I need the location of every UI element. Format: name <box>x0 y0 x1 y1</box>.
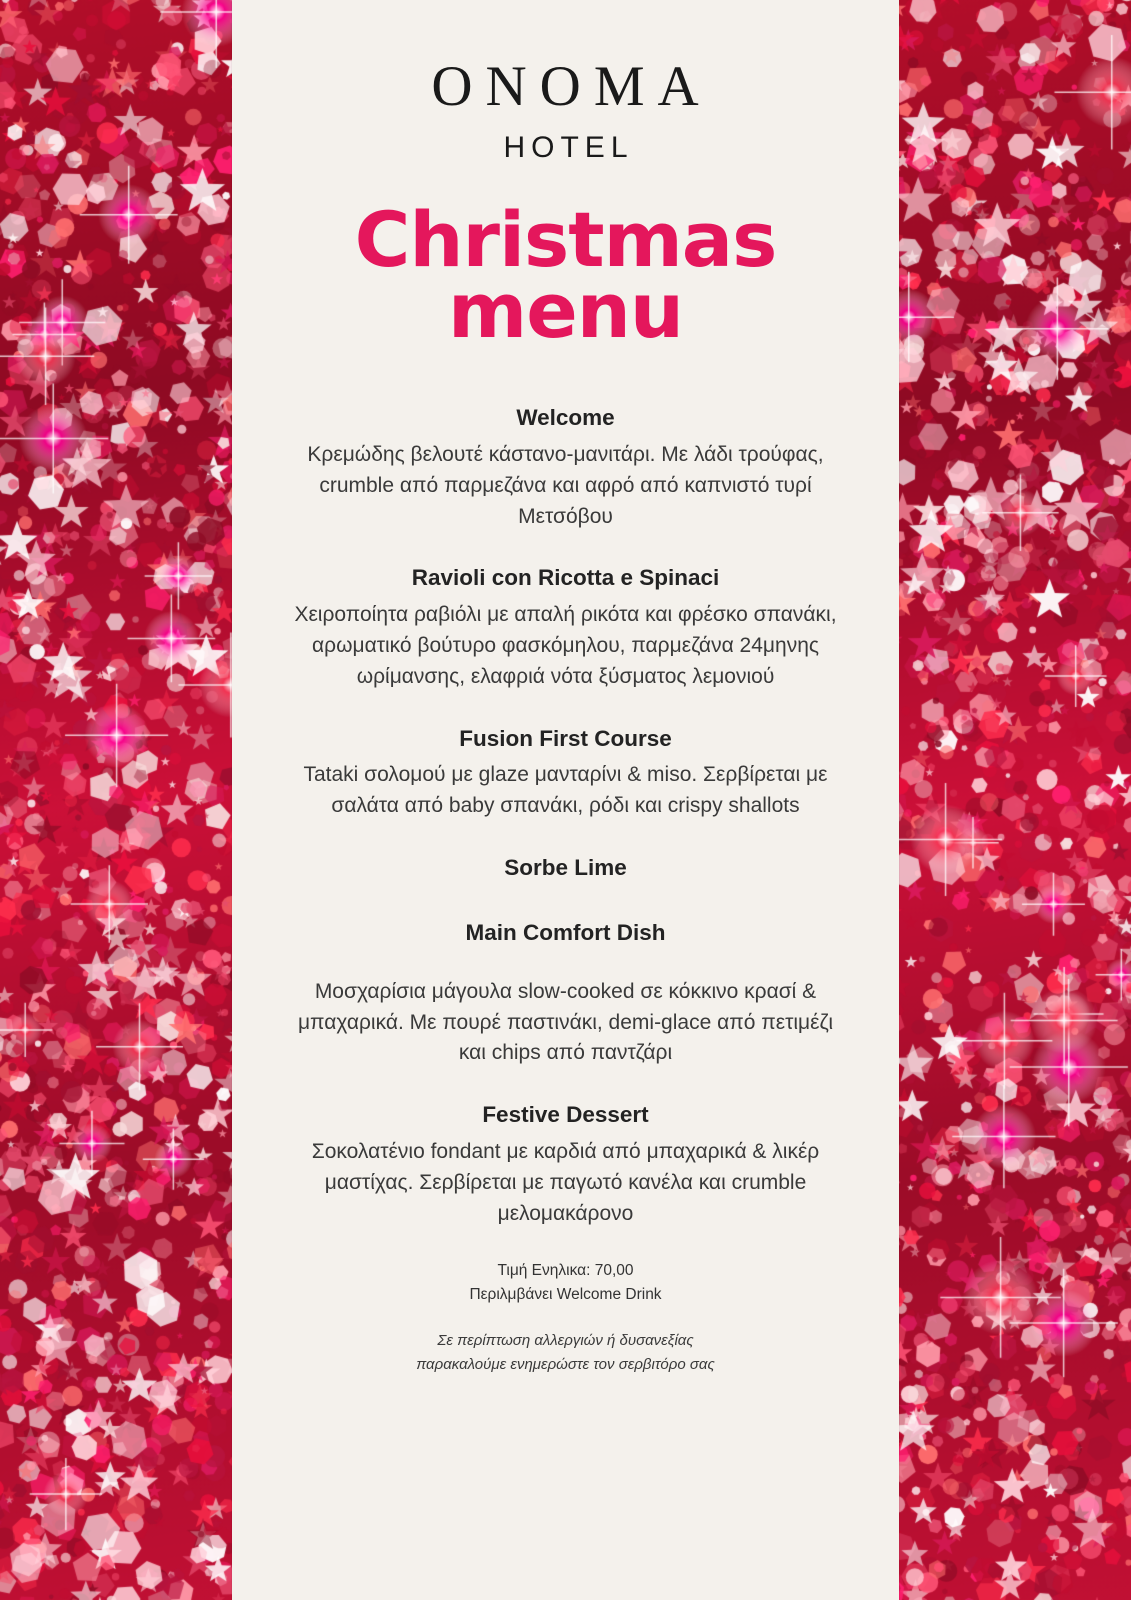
brand-block <box>272 55 859 165</box>
course-description: Χειροποίητα ραβιόλι με απαλή ρικότα και φρέσκο σπανάκι, αρωματικό βούτυρο φασκόμηλου, παρμεζάνα 24μηνης ωρίμανσης, ελαφριά νότα ξύσματος λεμονιού <box>294 602 837 688</box>
allergy-line-1: Σε περίπτωση αλλεργιών ή δυσανεξίας <box>437 1332 694 1350</box>
course-name: Main Comfort Dish <box>465 920 666 946</box>
course-name: Sorbe Lime <box>504 854 627 880</box>
course-name: Fusion First Course <box>459 725 672 751</box>
page-title <box>272 195 859 355</box>
course-name: Ravioli con Ricotta e Spinaci <box>411 565 720 591</box>
brand-subtitle: HOTEL <box>503 131 634 164</box>
menu-course <box>272 562 859 692</box>
price-line: Τιμή Ενηλικα: 70,00 <box>497 1262 634 1280</box>
price-block <box>272 1259 859 1307</box>
course-description: Tataki σολομού με glaze μανταρίνι & miso. Σερβίρεται με σαλάτα από baby σπανάκι, ρόδι και crispy shallots <box>303 763 828 817</box>
course-description: Σοκολατένιο fondant με καρδιά από μπαχαρικά & λικέρ μαστίχας. Σερβίρεται με παγωτό κανέλα και crumble μελομακάρονο <box>311 1139 820 1225</box>
menu-course <box>272 917 859 1069</box>
title-line-1: Christmas <box>354 195 777 284</box>
allergy-notice <box>272 1329 859 1376</box>
brand-name: ONOMA <box>431 55 712 118</box>
glitter-panel-left <box>0 0 232 1600</box>
allergy-line-2: παρακαλούμε ενημερώστε τον σερβιτόρο σας <box>416 1355 715 1373</box>
menu-footer <box>272 1259 859 1376</box>
menu-course <box>272 402 859 532</box>
course-description: Κρεμώδης βελουτέ κάστανο-μανιτάρι. Με λάδι τρούφας, crumble από παρμεζάνα και αφρό από καπνιστό τυρί Μετσόβου <box>307 442 824 528</box>
menu-card <box>232 0 899 1600</box>
glitter-canvas-left <box>0 0 232 1600</box>
menu-course <box>272 1099 859 1229</box>
menu-list <box>272 402 859 1229</box>
title-line-2: menu <box>448 265 683 355</box>
includes-line: Περιλμβάνει Welcome Drink <box>469 1286 662 1304</box>
menu-course <box>272 723 859 822</box>
course-name: Festive Dessert <box>482 1102 649 1128</box>
menu-course <box>272 852 859 884</box>
course-name: Welcome <box>516 405 615 431</box>
glitter-canvas-right <box>899 0 1131 1600</box>
glitter-panel-right <box>899 0 1131 1600</box>
course-description: Μοσχαρίσια μάγουλα slow-cooked σε κόκκινο κρασί & μπαχαρικά. Με πουρέ παστινάκι, demi-glace από πετιμέζι και chips από παντζάρι <box>297 979 834 1065</box>
